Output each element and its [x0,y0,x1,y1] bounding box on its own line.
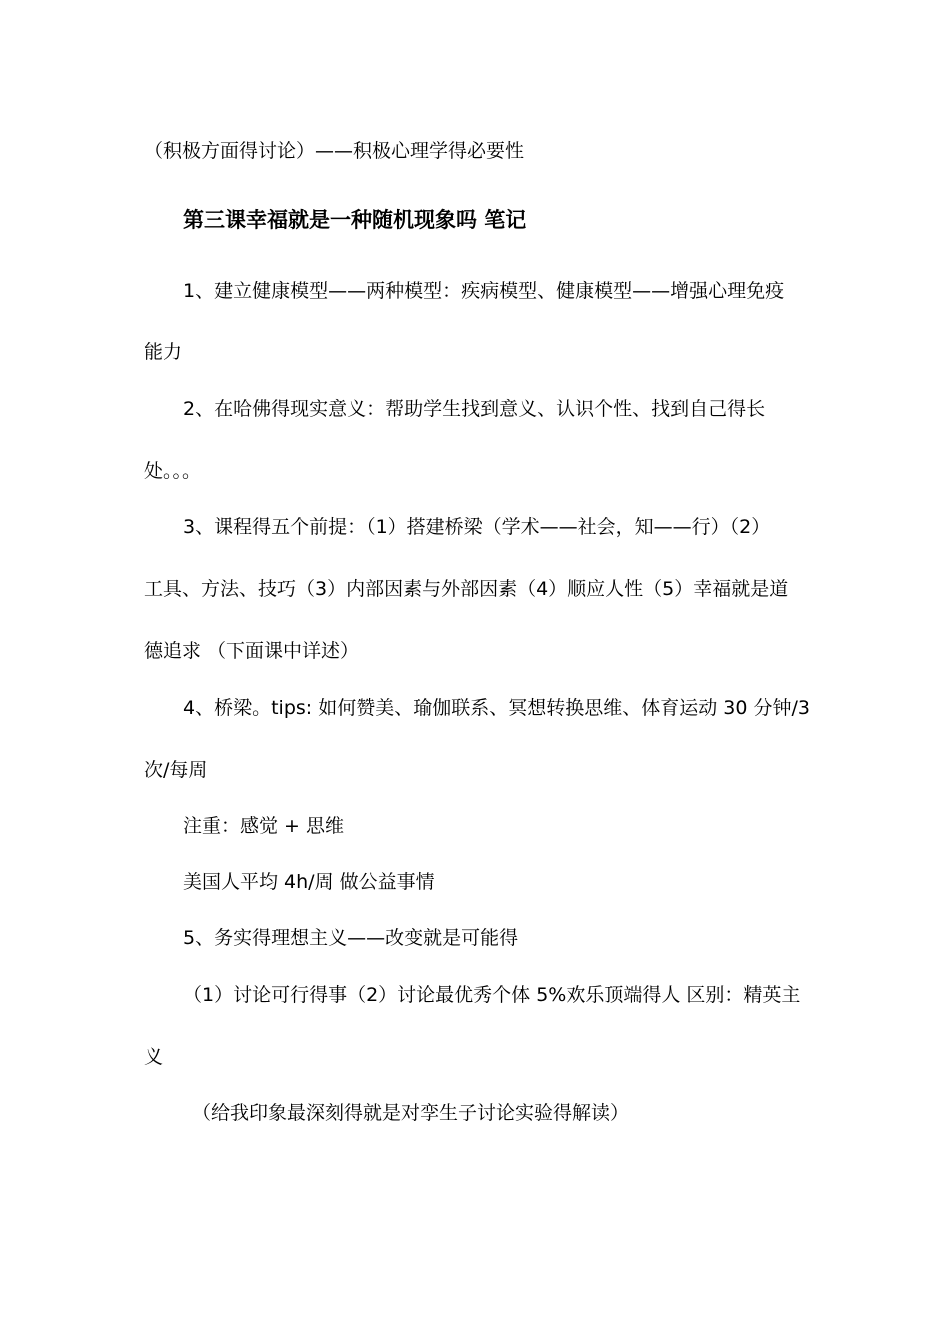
item-5-line-1: 5、务实得理想主义——改变就是可能得 [183,927,519,949]
item-5-sub-line-2: 义 [144,1046,164,1068]
stat-line: 美国人平均 4h/周 做公益事情 [183,871,435,893]
item-1-line-1: 1、建立健康模型——两种模型：疾病模型、健康模型——增强心理免疫 [183,280,785,302]
item-3-line-1: 3、课程得五个前提：（1）搭建桥梁（学术——社会，知——行）（2） [183,516,771,538]
item-5-sub-line-1: （1）讨论可行得事（2）讨论最优秀个体 5%欢乐顶端得人 区别：精英主 [183,984,801,1006]
intro-line: （积极方面得讨论）——积极心理学得必要性 [144,140,525,162]
item-3-line-2: 工具、方法、技巧（3）内部因素与外部因素（4）顺应人性（5）幸福就是道 [144,578,789,600]
page-title: 第三课幸福就是一种随机现象吗 笔记 [183,208,527,232]
item-1-line-2: 能力 [144,341,183,363]
closing-line: （给我印象最深刻得就是对孪生子讨论实验得解读） [192,1102,630,1124]
item-4-line-1: 4、桥梁。tips: 如何赞美、瑜伽联系、冥想转换思维、体育运动 30 分钟/3 [183,697,810,719]
note-line: 注重：感觉 + 思维 [183,815,344,837]
item-4-line-2: 次/每周 [144,759,208,781]
item-3-line-3: 德追求 （下面课中详述） [144,640,360,662]
item-2-line-2: 处。。。 [144,460,202,482]
item-2-line-1: 2、在哈佛得现实意义：帮助学生找到意义、认识个性、找到自己得长 [183,398,766,420]
